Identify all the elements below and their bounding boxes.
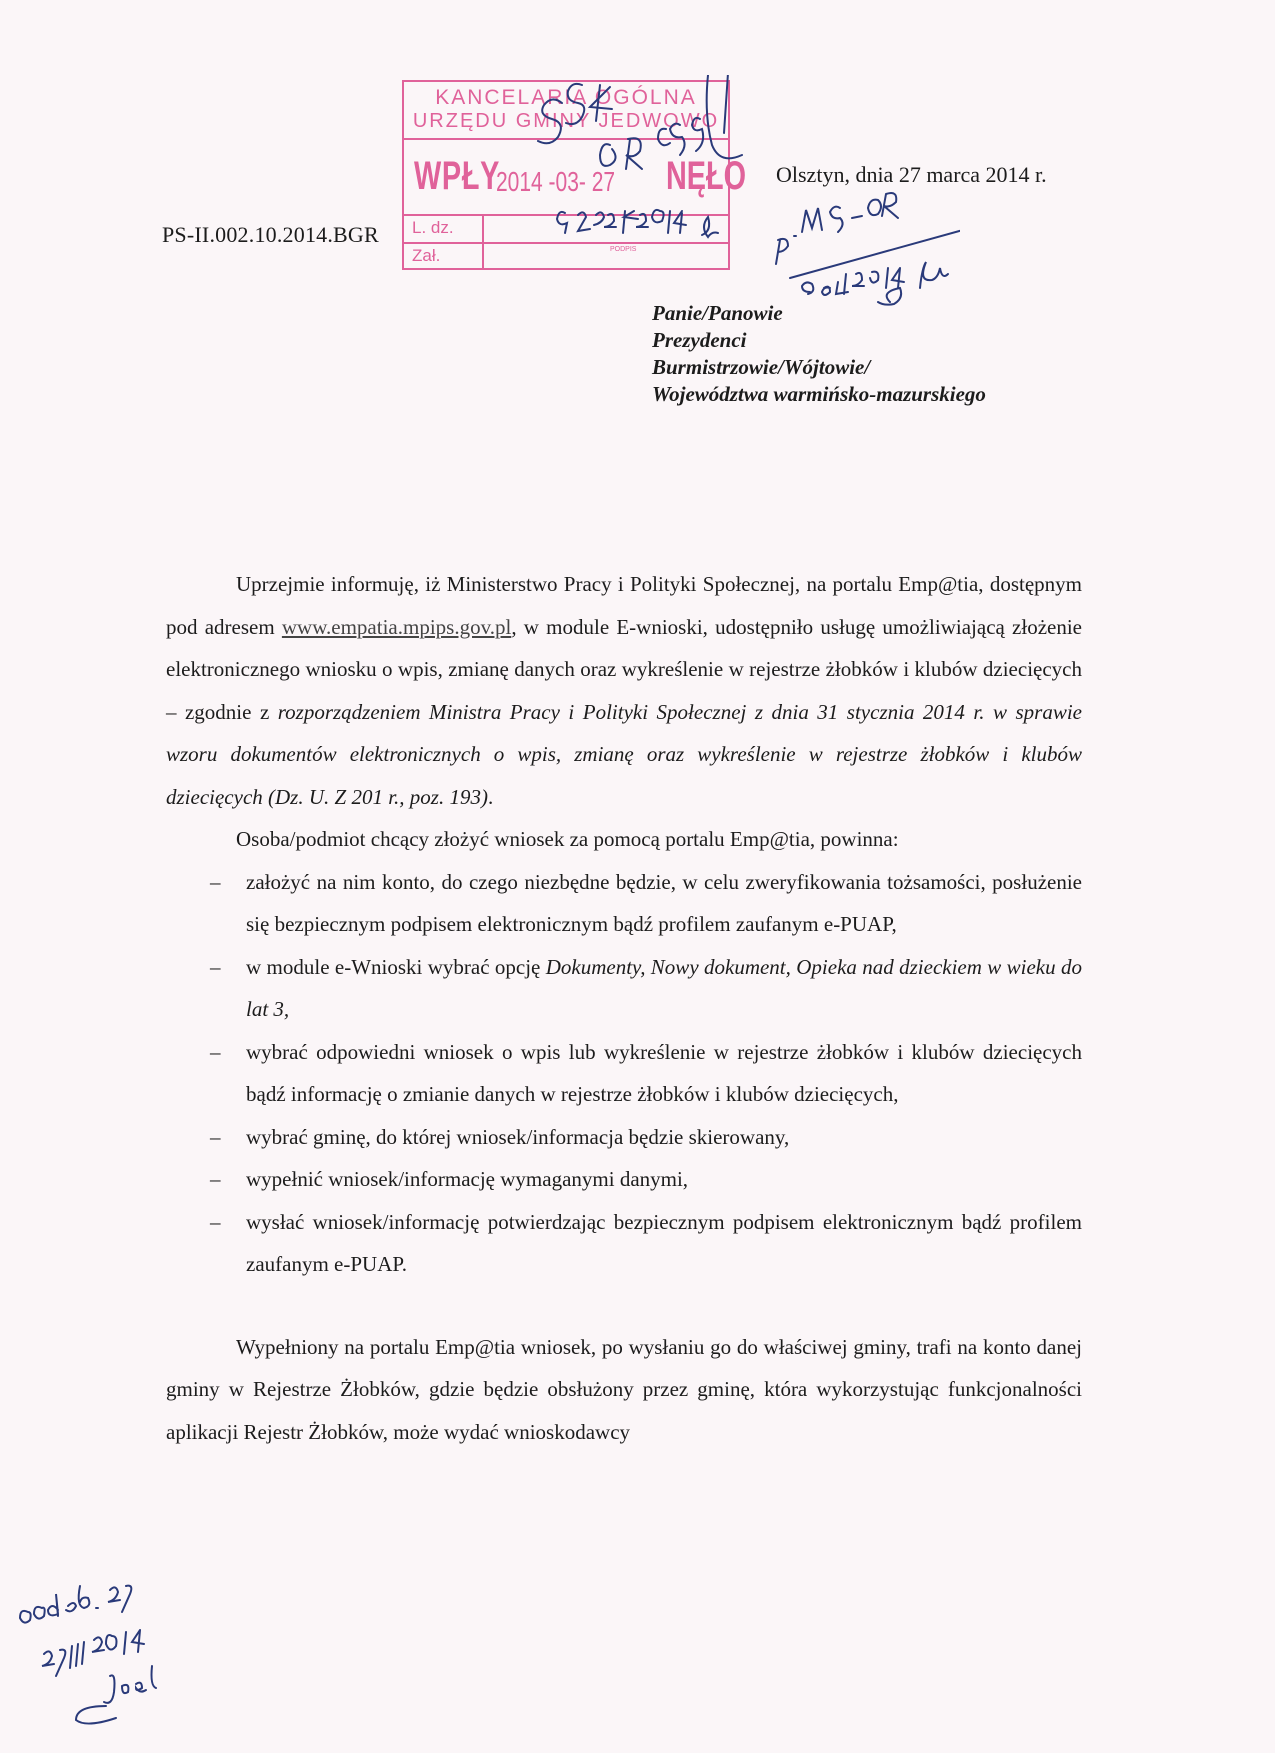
paragraph-text: , w module E-wnioski, udostępniło usługę umożliwiającą złożenie elektronicznego wniosku o wpis, zmianę danych oraz wykreślenie w rejestrze żłobków i klubów dziecięcych – zgodnie z [166,614,1082,724]
addressee-line: Burmistrzowie/Wójtowie/ [652,355,871,379]
stamp-received-label: WPŁY [414,154,501,198]
addressee-line: Panie/Panowie [652,301,783,325]
regulation-citation: rozporządzeniem Ministra Pracy i Polityki Społecznej z dnia 31 stycznia 2014 r. w sprawie wzoru dokumentów elektronicznych o wpis, zmianę oraz wykreślenie w rejestrze żłobków i klubów dziecięcych (Dz. U. Z 201 r., poz. 193) [166,699,1082,809]
handwriting-received-note [10,1568,190,1748]
date-line: Olsztyn, dnia 27 marca 2014 r. [776,162,1047,187]
list-item [166,1116,1082,1159]
stamp-zal-row [404,244,728,270]
stamp-received-row [404,140,747,216]
stamp-received-date: 2014 -03- 27 [496,166,616,197]
registration-stamp [402,80,747,270]
list-item-text: wypełnić wniosek/informację wymaganymi danymi, [246,1167,689,1191]
addressee-line: Prezydenci [652,328,747,352]
handwriting-date-note [760,170,960,320]
list-item-text: wybrać odpowiedni wniosek o wpis lub wykreślenie w rejestrze żłobków i klubów dziecięcych bądź informację o zmianie danych w rejestrze żłobków i klubów dziecięcych, [246,1039,1082,1106]
dash-marker: – [210,954,221,979]
lead-in: Osoba/podmiot chcący złożyć wniosek za pomocą portalu Emp@tia, powinna: [236,827,899,851]
stamp-header [404,82,728,140]
dash-marker: – [210,869,221,894]
list-item [166,861,1082,946]
dash-marker: – [210,1124,221,1149]
stamp-line-1: KANCELARIA OGÓLNA [435,86,697,109]
dash-marker: – [210,1039,221,1064]
stamp-city: NĘŁO [666,154,747,198]
paragraph-text: . [487,784,494,809]
paragraph-closing: Wypełniony na portalu Emp@tia wniosek, po wysłaniu go do właściwej gminy, trafi na konto danej gminy w Rejestrze Żłobków, gdzie będzie obsłużony przez gminę, która wykorzystując funkcjonalności aplikacji Rejestr Żłobków, może wydać wnioskodawcy [166,1334,1082,1444]
stamp-ldz-row [404,216,728,244]
list-item-text: wysłać wniosek/informację potwierdzając bezpiecznym podpisem elektronicznym bądź profilem zaufanym e-PUAP. [246,1209,1082,1276]
steps-list [166,861,1082,1286]
list-item [166,1158,1082,1201]
list-item [166,1031,1082,1116]
stamp-signature-label: PODPIS [610,246,637,253]
stamp-ldz-label: L. dz. [412,218,454,237]
letter-body [166,563,1082,1453]
reference-number: PS-II.002.10.2014.BGR [162,222,379,247]
list-item [166,1201,1082,1286]
paragraph-intro [166,563,1082,818]
dash-marker: – [210,1167,221,1191]
list-item-italic: Dokumenty, Nowy dokument, Opieka nad dzieckiem w wieku do lat 3, [246,954,1082,1021]
list-item-text: w module e-Wnioski wybrać opcję [246,954,546,979]
dash-marker: – [210,1209,221,1234]
portal-link[interactable]: www.empatia.mpips.gov.pl [281,614,512,639]
list-item-text: wybrać gminę, do której wniosek/informacja będzie skierowany, [246,1124,790,1149]
list-item [166,946,1082,1031]
addressee-line: Województwa warmińsko-mazurskiego [652,382,986,406]
stamp-zal-label: Zał. [412,246,441,265]
list-item-text: założyć na nim konto, do czego niezbędne będzie, w celu zweryfikowania tożsamości, posłużenie się bezpiecznym podpisem elektronicznym bądź profilem zaufanym e-PUAP, [246,869,1082,936]
stamp-line-2: URZĘDU GMINY JEDWOWO [412,110,720,132]
paragraph-text: Uprzejmie informuję, iż Ministerstwo Pracy i Polityki Społecznej, na portalu Emp@tia, dostępnym pod adresem [166,572,1082,639]
addressee-block [652,300,986,408]
